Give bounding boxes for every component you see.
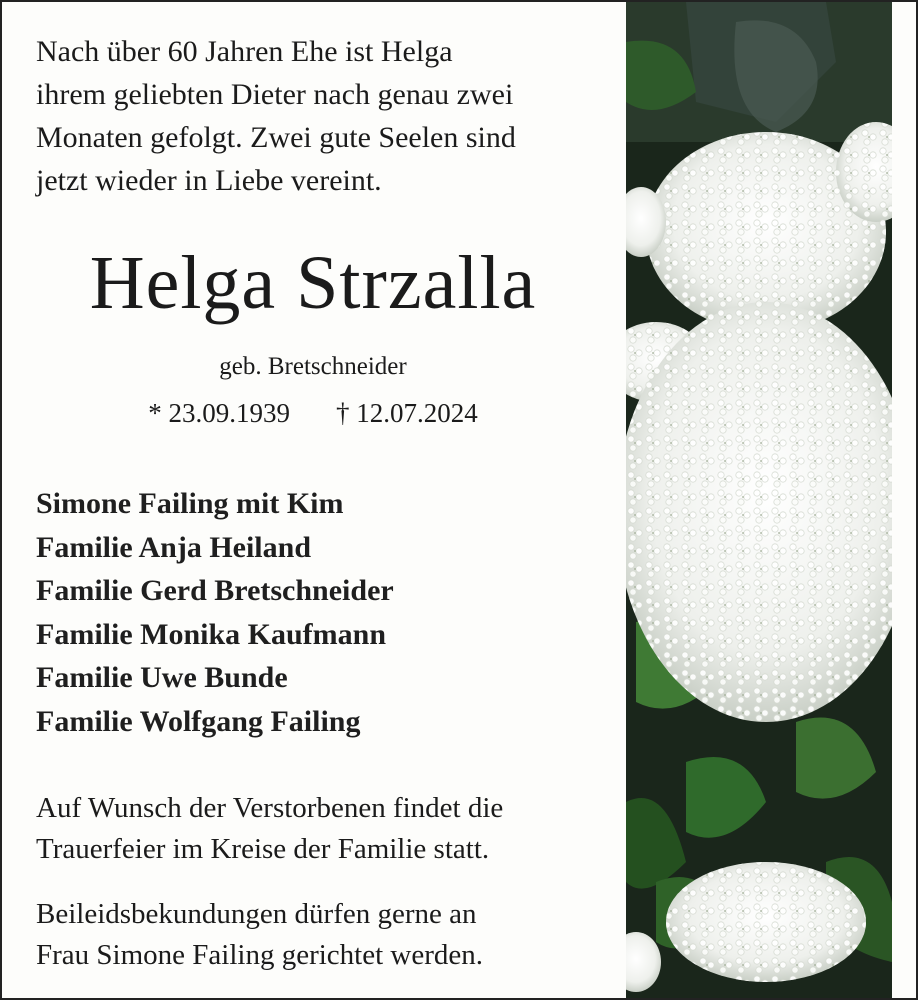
mourner-entry: Familie Gerd Bretschneider xyxy=(36,574,394,607)
intro-line: Nach über 60 Jahren Ehe ist Helga xyxy=(36,35,453,68)
mourner-entry: Familie Monika Kaufmann xyxy=(36,617,387,651)
intro-line: ihrem geliebten Dieter nach genau zwei xyxy=(36,78,514,111)
notice-line: Beileidsbekundungen dürfen gerne an xyxy=(36,898,477,930)
birth-date: * 23.09.1939 xyxy=(148,398,290,428)
hydrangea-image xyxy=(626,2,892,998)
text-column xyxy=(2,2,624,998)
mourner-entry: Simone Failing mit Kim xyxy=(36,487,344,520)
mourner-entry: Familie Wolfgang Failing xyxy=(36,704,361,738)
mourner-entry: Familie Anja Heiland xyxy=(36,530,312,564)
life-dates xyxy=(2,394,624,432)
notice-line: Auf Wunsch der Verstorbenen findet die xyxy=(36,792,504,824)
death-date: † 12.07.2024 xyxy=(336,398,478,428)
mourner-entry: Familie Uwe Bunde xyxy=(36,661,288,694)
right-margin xyxy=(892,2,916,998)
intro-line: jetzt wieder in Liebe vereint. xyxy=(36,164,382,197)
deceased-name: Helga Strzalla xyxy=(89,241,537,325)
condolence-notice xyxy=(36,894,616,976)
notice-line: Frau Simone Failing gerichtet werden. xyxy=(36,939,483,971)
funeral-notice xyxy=(36,788,616,870)
hydrangea-photo xyxy=(626,2,892,998)
notice-line: Trauerfeier im Kreise der Familie statt. xyxy=(36,833,490,865)
maiden-name: geb. Bretschneider xyxy=(219,353,407,380)
intro-text xyxy=(36,30,616,202)
intro-line: Monaten gefolgt. Zwei gute Seelen sind xyxy=(36,121,516,154)
mourners-list xyxy=(36,482,616,743)
